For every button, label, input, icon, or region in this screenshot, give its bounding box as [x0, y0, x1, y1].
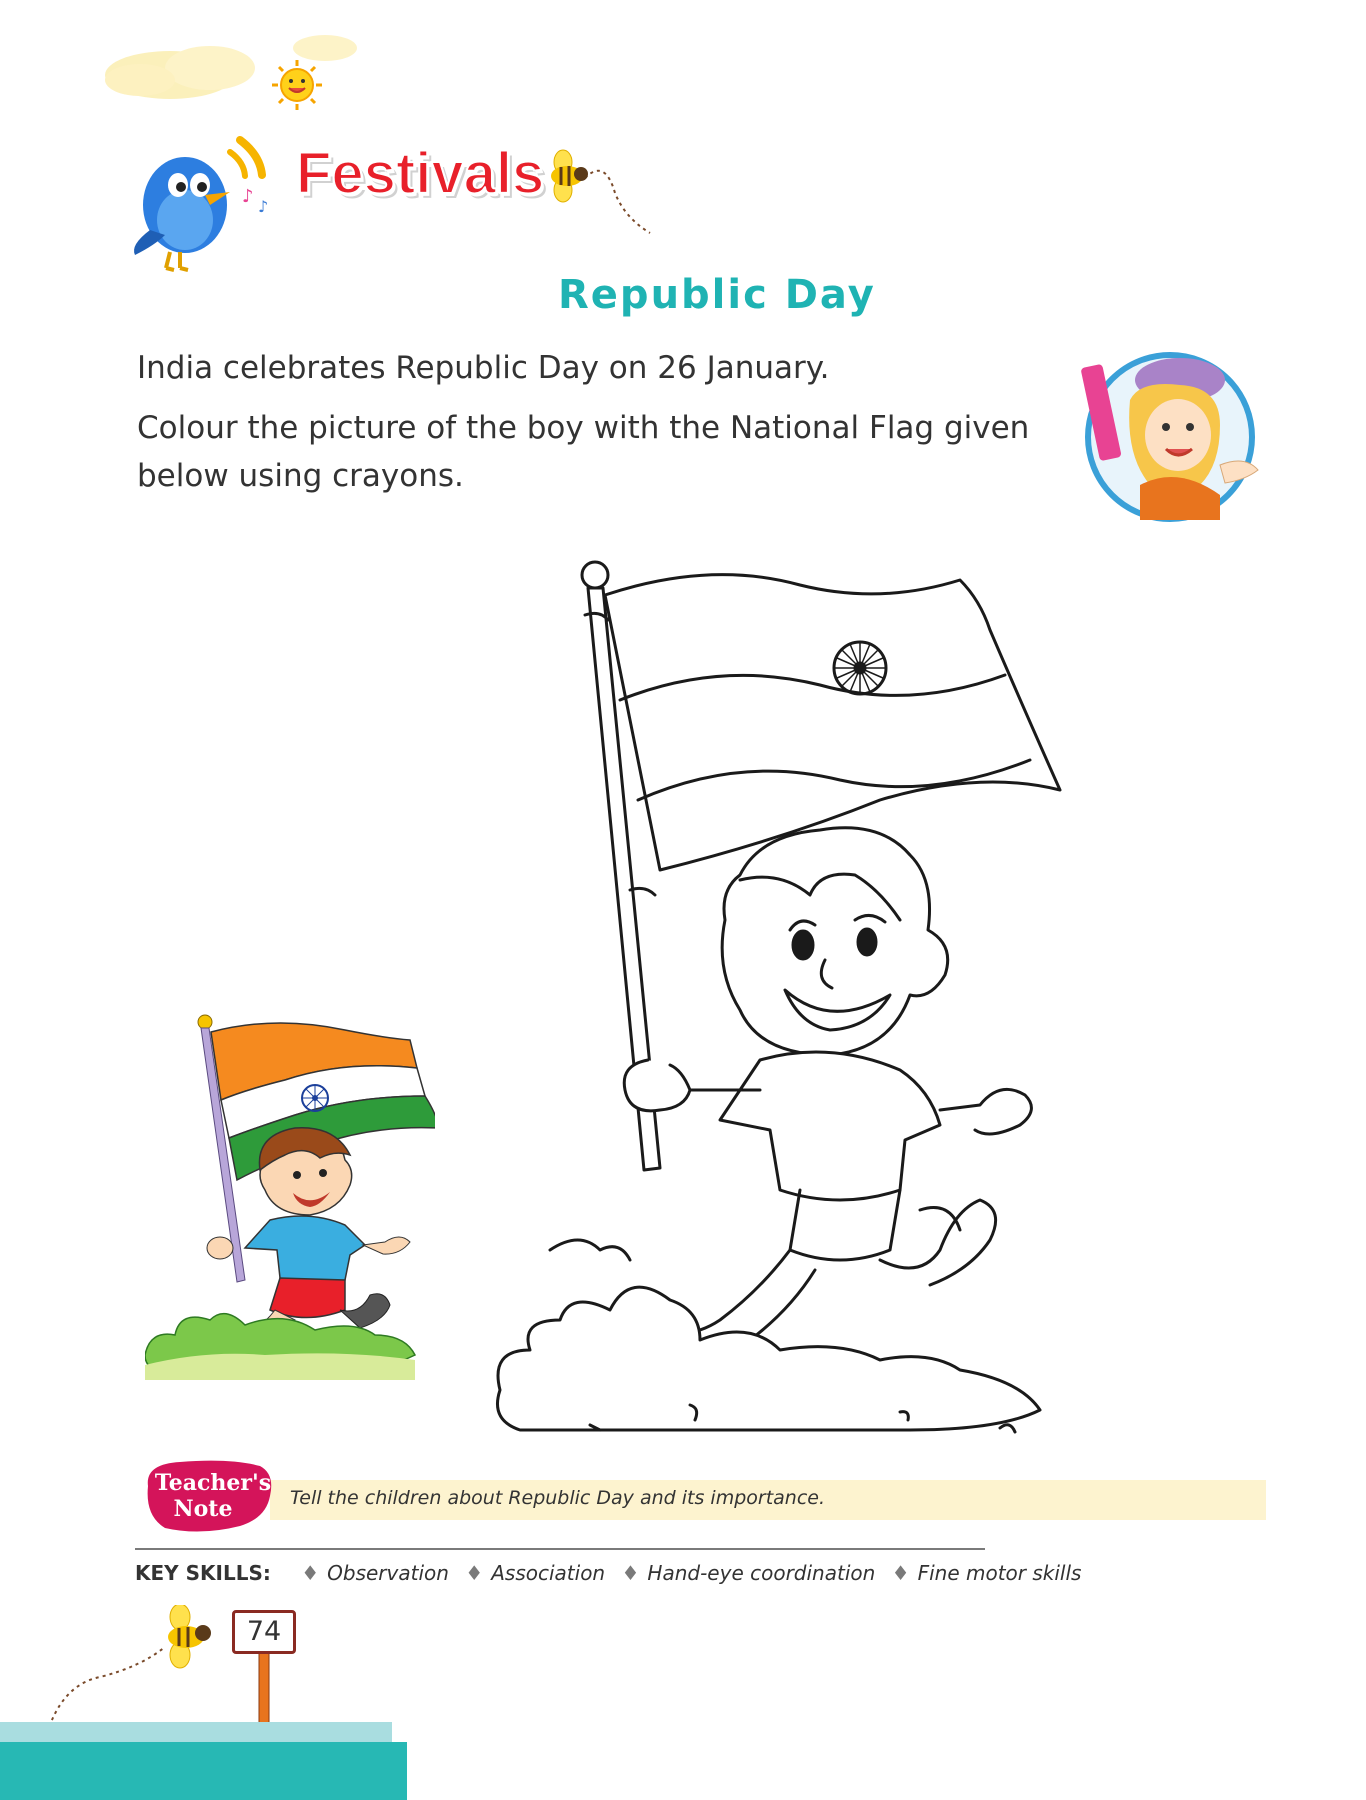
diamond-bullet-icon: ♦	[465, 1561, 484, 1585]
teacher-note-badge-label	[148, 1470, 278, 1522]
key-skills-divider	[135, 1548, 985, 1550]
badge-line-2: Note	[173, 1496, 233, 1522]
instruction-paragraph-1: India celebrates Republic Day on 26 January.	[137, 350, 830, 386]
bee-icon	[545, 148, 655, 238]
diamond-bullet-icon: ♦	[891, 1561, 910, 1585]
instruction-paragraph-2: Colour the picture of the boy with the National Flag given below using crayons.	[137, 410, 1030, 494]
page-number: 74	[232, 1610, 296, 1654]
section-title: Republic Day	[558, 272, 876, 318]
key-skill-item: Fine motor skills	[917, 1561, 1082, 1585]
ashoka-chakra-icon	[834, 642, 886, 694]
diamond-bullet-icon: ♦	[301, 1561, 320, 1585]
footer-band-teal	[0, 1742, 407, 1800]
blue-bird-icon	[130, 130, 280, 280]
footer-band-light	[0, 1722, 392, 1742]
svg-text:♪: ♪	[258, 197, 269, 216]
clouds-sun-decoration	[100, 30, 360, 120]
badge-line-1: Teacher's	[154, 1470, 272, 1496]
chapter-title: Festivals	[296, 141, 545, 206]
diamond-bullet-icon: ♦	[621, 1561, 640, 1585]
girl-with-crayon-mascot	[1070, 345, 1265, 525]
key-skill-item: Hand-eye coordination	[647, 1561, 876, 1585]
teacher-note-text: Tell the children about Republic Day and its importance.	[290, 1487, 826, 1509]
boy-with-flag-color-reference	[145, 1010, 435, 1380]
key-skill-item: Observation	[327, 1561, 449, 1585]
sun-icon	[272, 60, 322, 110]
key-skill-item: Association	[491, 1561, 606, 1585]
key-skills-row	[135, 1561, 1081, 1585]
boy-with-flag-outline-drawing	[460, 550, 1160, 1440]
svg-text:♪: ♪	[242, 186, 254, 207]
ashoka-chakra-icon	[302, 1085, 328, 1111]
key-skills-label: KEY SKILLS:	[135, 1561, 271, 1585]
